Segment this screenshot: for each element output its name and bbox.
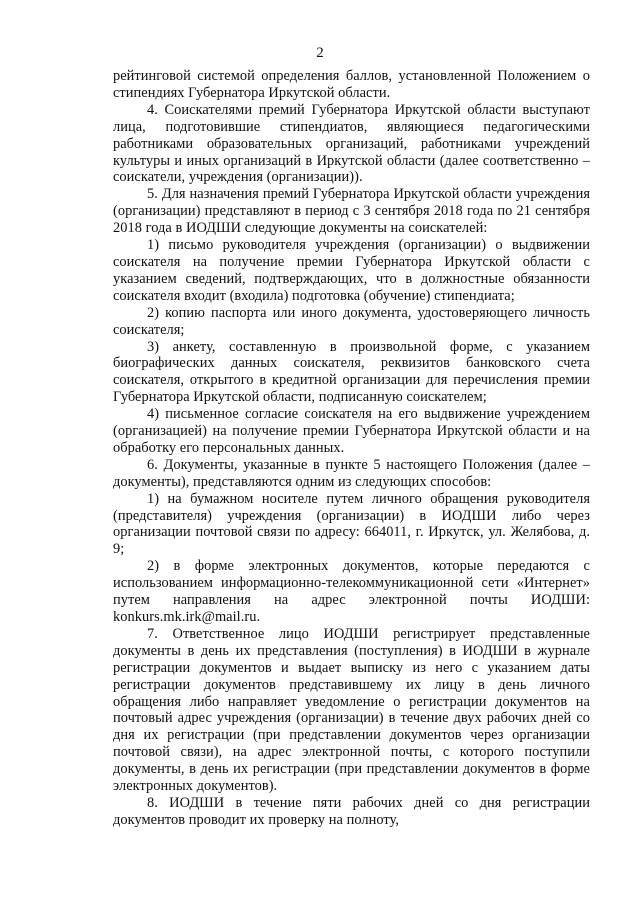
paragraph-continuation: рейтинговой системой определения баллов, установленной Положением о стипендиях Губернатора Иркутской области. bbox=[113, 68, 590, 101]
paragraph-8-check: 8. ИОДШИ в течение пяти рабочих дней со дня регистрации документов проводит их проверку на полноту, bbox=[113, 794, 590, 828]
paragraph-5-item-1: 1) письмо руководителя учреждения (организации) о выдвижении соискателя на получение премии Губернатора Иркутской области с указанием сведений, подтверждающих, что в должностные обязанности соискателя входит (входила) подготовка (обучение) стипендиата; bbox=[113, 237, 590, 304]
document-body bbox=[113, 68, 590, 829]
paragraph-4-applicants: 4. Соискателями премий Губернатора Иркутской области выступают лица, подготовившие стипендиатов, являющиеся педагогическими работниками образовательных организаций, работниками учреждений культуры и иных организаций в Иркутской области (далее соответственно – соискатели, учреждения (организации)). bbox=[113, 101, 590, 186]
paragraph-5-item-4: 4) письменное согласие соискателя на его выдвижение учреждением (организацией) на получение премии Губернатора Иркутской области и на обработку его персональных данных. bbox=[113, 406, 590, 456]
paragraph-5-item-3: 3) анкету, составленную в произвольной форме, с указанием биографических данных соискателя, реквизитов банковского счета соискателя, открытого в кредитной организации для перечисления премии Губернатора Иркутской области, подписанную соискателем; bbox=[113, 338, 590, 406]
paragraph-6-item-1: 1) на бумажном носителе путем личного обращения руководителя (представителя) учреждения (организации) в ИОДШИ либо через организации почтовой связи по адресу: 664011, г. Иркутск, ул. Желябова, д. 9; bbox=[113, 490, 590, 558]
paragraph-5-documents: 5. Для назначения премий Губернатора Иркутской области учреждения (организации) представляют в период с 3 сентября 2018 года по 21 сентября 2018 года в ИОДШИ следующие документы на соискателей: bbox=[113, 186, 590, 237]
paragraph-5-item-2: 2) копию паспорта или иного документа, удостоверяющего личность соискателя; bbox=[113, 304, 590, 338]
paragraph-7-registration: 7. Ответственное лицо ИОДШИ регистрирует представленные документы в день их представления (поступления) в ИОДШИ в журнале регистрации документов и выдает выписку из него с указанием даты регистрации документов представившему их лицу в день личного обращения либо направляет уведомление о регистрации документов на почтовый адрес учреждения (организации) в течение двух рабочих дней со дня их регистрации (при представлении документов через организации почтовой связи), на адрес электронной почты, с которого поступили документы, в день их регистрации (при представлении документов в форме электронных документов). bbox=[113, 625, 590, 795]
paragraph-6-item-2: 2) в форме электронных документов, которые передаются с использованием информационно-телекоммуникационной сети «Интернет» путем направления на адрес электронной почты ИОДШИ: konkurs.mk.irk@mail.ru. bbox=[113, 558, 590, 625]
paragraph-6-submission: 6. Документы, указанные в пункте 5 настоящего Положения (далее – документы), представляются одним из следующих способов: bbox=[113, 456, 590, 490]
page-number: 2 bbox=[316, 45, 324, 61]
